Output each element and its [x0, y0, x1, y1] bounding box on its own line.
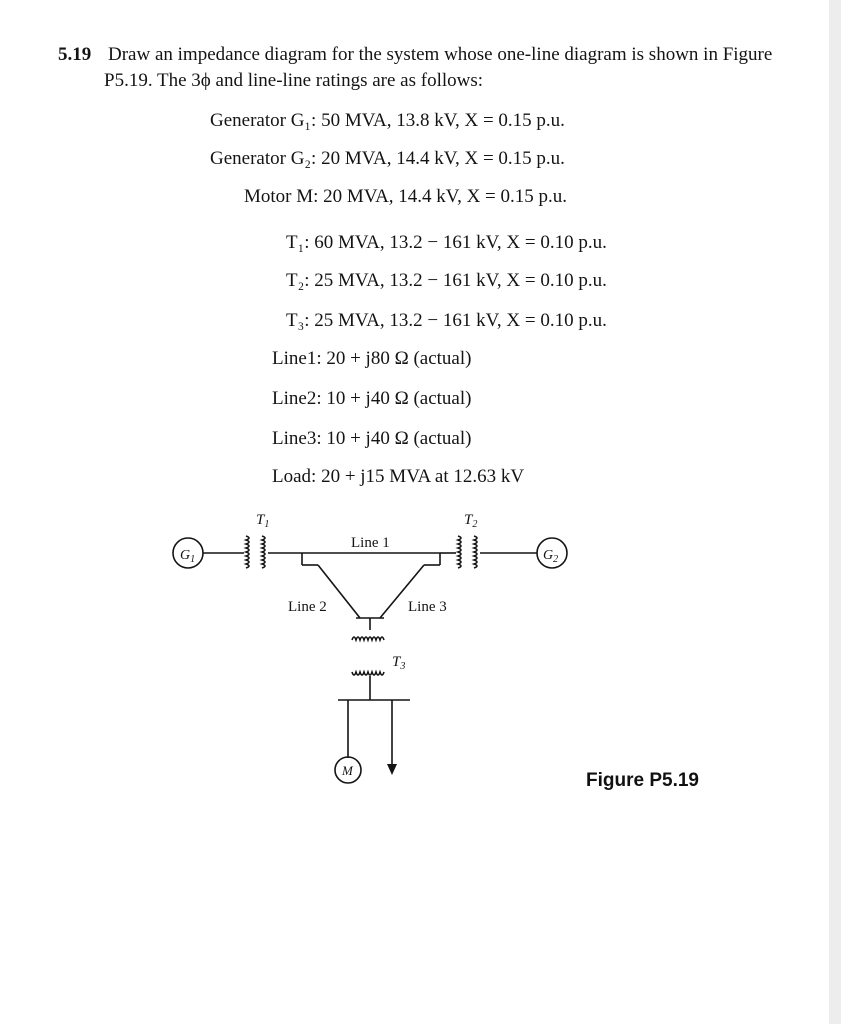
rating-load: Load: 20 + j15 MVA at 12.63 kV: [272, 466, 525, 487]
page-edge: [829, 0, 841, 1024]
line3-label: Line 3: [408, 599, 447, 615]
rating-generator-g2: Generator G₂: 20 MVA, 14.4 kV, X = 0.15 p.u.: [210, 148, 565, 169]
problem-number: 5.19: [58, 44, 92, 65]
t1-secondary-coil: [262, 536, 265, 568]
g1-label: $G_1$: [180, 548, 196, 565]
line2-label: Line 2: [288, 599, 327, 615]
figure-caption: Figure P5.19: [586, 770, 699, 791]
t3-label: $T_3$: [392, 654, 406, 672]
rating-line3: Line3: 10 + j40 Ω (actual): [272, 428, 472, 449]
line1-label: Line 1: [351, 535, 390, 551]
g2-label: $G_2$: [543, 548, 559, 565]
rating-motor: Motor M: 20 MVA, 14.4 kV, X = 0.15 p.u.: [244, 186, 568, 207]
motor-label: M: [342, 763, 353, 778]
rating-transformer-t3: T₃: 25 MVA, 13.2 − 161 kV, X = 0.10 p.u.: [286, 310, 607, 331]
t2-secondary-coil: [474, 536, 477, 568]
t2-label: $T_2$: [464, 512, 478, 530]
t3-primary-coil: [352, 637, 384, 640]
rating-generator-g1: Generator G₁: 50 MVA, 13.8 kV, X = 0.15 p.u.: [210, 110, 565, 131]
t3-secondary-coil: [352, 672, 384, 675]
t2-primary-coil: [458, 536, 461, 568]
t1-primary-coil: [246, 536, 249, 568]
load-arrow-icon: [387, 764, 397, 775]
rating-line2: Line2: 10 + j40 Ω (actual): [272, 388, 472, 409]
rating-line1: Line1: 20 + j80 Ω (actual): [272, 348, 472, 369]
rating-transformer-t1: T₁: 60 MVA, 13.2 − 161 kV, X = 0.10 p.u.: [286, 232, 607, 253]
problem-text-line-1: Draw an impedance diagram for the system whose one-line diagram is shown in Figure: [108, 44, 773, 65]
rating-transformer-t2: T₂: 25 MVA, 13.2 − 161 kV, X = 0.10 p.u.: [286, 270, 607, 291]
t1-label: $T_1$: [256, 512, 270, 530]
problem-text-line-2: P5.19. The 3ϕ and line-line ratings are as follows:: [104, 70, 484, 91]
